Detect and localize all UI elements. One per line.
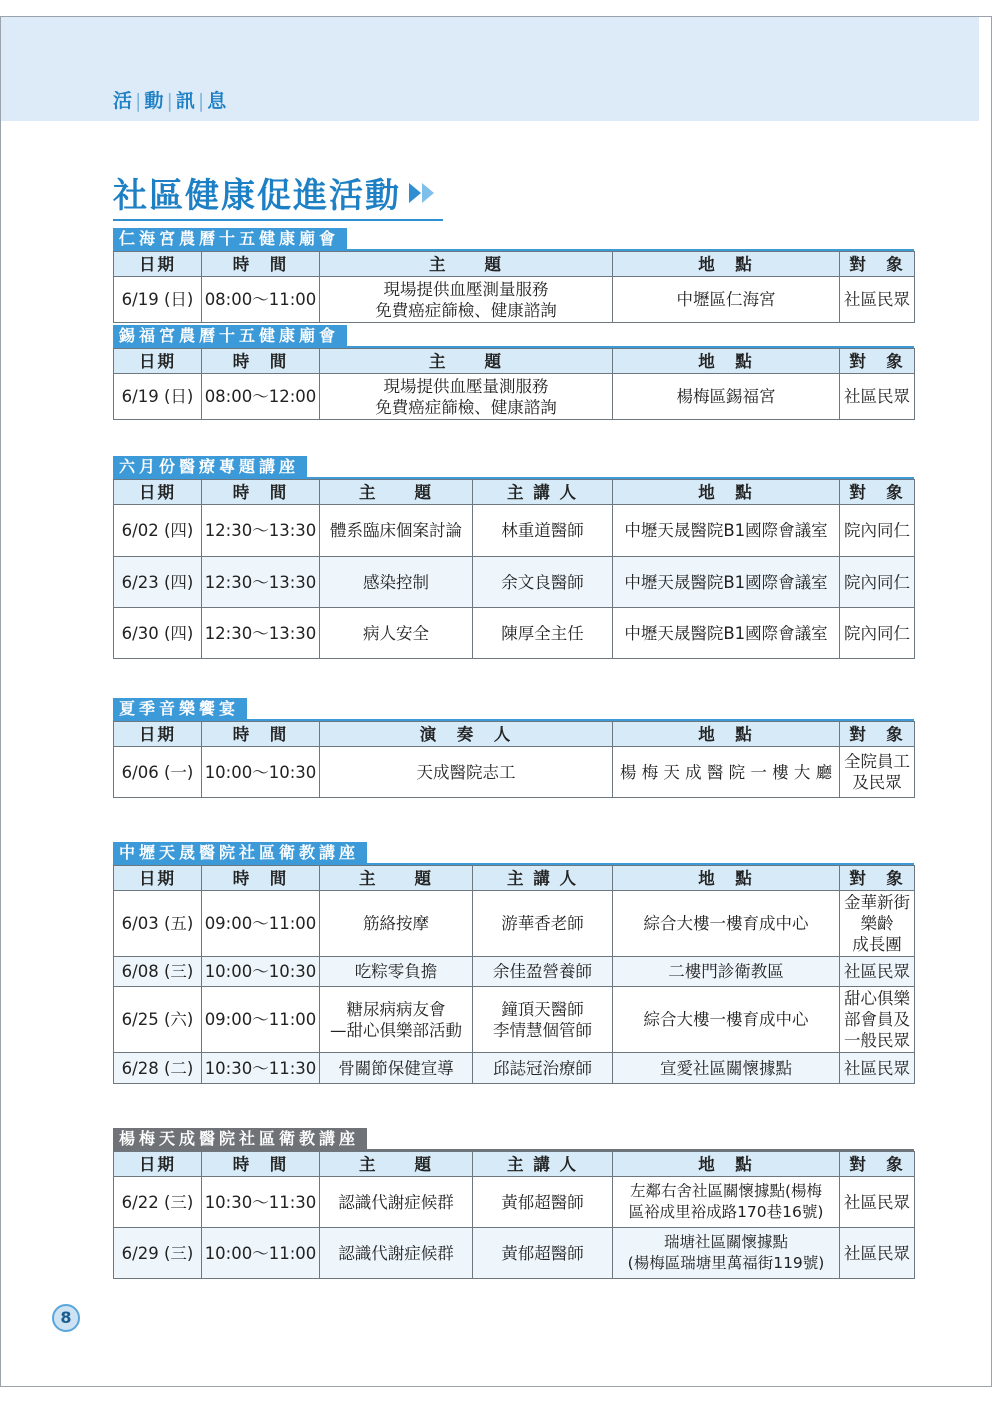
column-header-audience: 對 象: [840, 252, 915, 277]
column-header-topic: 主 題: [320, 866, 473, 891]
cell-topic: 認識代謝症候群: [320, 1177, 473, 1228]
column-header-location: 地 點: [613, 866, 840, 891]
cell-time: 10:30～11:30: [202, 1177, 320, 1228]
section-header-label: [112, 86, 229, 113]
topic-line: 免費癌症篩檢、健康諮詢: [375, 300, 557, 320]
header-char: 動: [144, 90, 166, 112]
cell-audience: [840, 747, 915, 798]
table-row: [114, 957, 915, 987]
cell-topic: [320, 277, 613, 323]
table-row: [114, 1177, 915, 1228]
cell-audience: 院內同仁: [840, 608, 915, 659]
cell-topic: 認識代謝症候群: [320, 1228, 473, 1279]
header-divider: |: [197, 90, 207, 112]
column-header-audience: 對 象: [840, 722, 915, 747]
header-char: 活: [113, 90, 135, 112]
cell-date: 6/23 (四): [114, 557, 202, 608]
topic-line: 現場提供血壓測量服務: [383, 279, 549, 299]
section-tag: 楊梅天成醫院社區衛教講座: [113, 1128, 367, 1150]
cell-audience: 社區民眾: [840, 1053, 915, 1084]
event-table: [113, 721, 915, 798]
cell-date: 6/29 (三): [114, 1228, 202, 1279]
column-header-location: 地 點: [613, 480, 840, 505]
audience-line: 及民眾: [852, 773, 902, 792]
column-header-audience: 對 象: [840, 1152, 915, 1177]
column-header-time: 時 間: [202, 722, 320, 747]
cell-audience: [840, 987, 915, 1053]
topic-line: 糖尿病病友會: [346, 999, 446, 1019]
cell-date: 6/25 (六): [114, 987, 202, 1053]
cell-location: 二樓門診衛教區: [613, 957, 840, 987]
cell-topic: [320, 374, 613, 420]
cell-topic: 體系臨床個案討論: [320, 505, 473, 557]
speaker-line: 鐘頂天醫師: [501, 999, 584, 1019]
location-line: 瑞塘社區關懷據點: [663, 1233, 788, 1251]
column-header-location: 地 點: [613, 349, 840, 374]
event-table: [113, 251, 915, 323]
location-line: (楊梅區瑞塘里萬福街119號): [627, 1254, 825, 1272]
column-header-time: 時 間: [202, 480, 320, 505]
column-header-date: 日期: [114, 866, 202, 891]
column-header-performer: 演 奏 人: [320, 722, 613, 747]
column-header-date: 日期: [114, 349, 202, 374]
location-line: 左鄰右舍社區關懷據點(楊梅: [629, 1182, 823, 1200]
location-line: 區裕成里裕成路170巷16號): [628, 1203, 824, 1221]
cell-speaker: 林重道醫師: [473, 505, 613, 557]
cell-topic: [320, 987, 473, 1053]
cell-topic: 感染控制: [320, 557, 473, 608]
audience-line: 部會員及: [844, 1010, 910, 1029]
column-header-topic: 主 題: [320, 252, 613, 277]
cell-speaker: 陳厚全主任: [473, 608, 613, 659]
column-header-audience: 對 象: [840, 480, 915, 505]
cell-date: 6/30 (四): [114, 608, 202, 659]
section-tag: 仁海宮農曆十五健康廟會: [113, 228, 347, 250]
section-tag: 錫福宮農曆十五健康廟會: [113, 325, 347, 347]
cell-date: 6/08 (三): [114, 957, 202, 987]
cell-time: 12:30～13:30: [202, 505, 320, 557]
event-table: [113, 479, 915, 659]
cell-time: 12:30～13:30: [202, 608, 320, 659]
event-section-zhongli-health-talks: [113, 842, 914, 1084]
cell-time: 09:00～11:00: [202, 891, 320, 957]
table-row: [114, 277, 915, 323]
title-underline: [113, 219, 443, 221]
cell-speaker: 黃郁超醫師: [473, 1228, 613, 1279]
cell-location: 楊梅區錫福宮: [613, 374, 840, 420]
cell-speaker: 邱誌冠治療師: [473, 1053, 613, 1084]
audience-line: 一般民眾: [844, 1031, 910, 1050]
table-row: [114, 557, 915, 608]
page-title: [113, 168, 437, 217]
section-tag: 六月份醫療專題講座: [113, 456, 307, 478]
cell-time: 09:00～11:00: [202, 987, 320, 1053]
cell-audience: 社區民眾: [840, 1177, 915, 1228]
audience-line: 成長團: [852, 935, 902, 954]
audience-line: 樂齡: [860, 914, 894, 933]
cell-topic: 筋絡按摩: [320, 891, 473, 957]
page-number-badge: 8: [52, 1304, 80, 1332]
column-header-speaker: 主 講 人: [473, 866, 613, 891]
column-header-time: 時 間: [202, 1152, 320, 1177]
cell-date: 6/06 (一): [114, 747, 202, 798]
cell-audience: [840, 891, 915, 957]
event-table: [113, 348, 915, 420]
column-header-topic: 主 題: [320, 480, 473, 505]
event-section-medical-lectures: [113, 456, 914, 659]
cell-date: 6/02 (四): [114, 505, 202, 557]
cell-speaker: 余佳盈營養師: [473, 957, 613, 987]
column-header-location: 地 點: [613, 252, 840, 277]
column-header-audience: 對 象: [840, 349, 915, 374]
cell-audience: 社區民眾: [840, 1228, 915, 1279]
table-row: [114, 608, 915, 659]
column-header-time: 時 間: [202, 252, 320, 277]
double-arrow-icon: [407, 181, 437, 205]
header-char: 訊: [175, 90, 197, 112]
header-divider: |: [166, 90, 175, 112]
cell-location: 中壢天晟醫院B1國際會議室: [613, 608, 840, 659]
cell-location: 楊 梅 天 成 醫 院 一 樓 大 廳: [613, 747, 840, 798]
event-table: [113, 865, 915, 1084]
cell-location: [613, 1177, 840, 1228]
column-header-speaker: 主 講 人: [473, 480, 613, 505]
event-section-summer-concert: [113, 698, 914, 798]
cell-time: 10:00～10:30: [202, 747, 320, 798]
event-section-renhai-temple: [113, 228, 914, 323]
cell-time: 10:30～11:30: [202, 1053, 320, 1084]
table-row: [114, 747, 915, 798]
table-row: [114, 1053, 915, 1084]
audience-line: 甜心俱樂: [844, 989, 910, 1008]
section-tag: 夏季音樂饗宴: [113, 698, 247, 720]
column-header-speaker: 主 講 人: [473, 1152, 613, 1177]
table-row: [114, 505, 915, 557]
column-header-topic: 主 題: [320, 1152, 473, 1177]
cell-audience: 院內同仁: [840, 505, 915, 557]
cell-performer: 天成醫院志工: [320, 747, 613, 798]
column-header-time: 時 間: [202, 866, 320, 891]
table-row: [114, 1228, 915, 1279]
speaker-line: 李情慧個管師: [493, 1020, 592, 1040]
cell-time: 10:00～10:30: [202, 957, 320, 987]
page-title-text: 社區健康促進活動: [113, 176, 401, 216]
cell-location: 中壢區仁海宮: [613, 277, 840, 323]
header-char: 息: [207, 90, 229, 112]
cell-date: 6/28 (二): [114, 1053, 202, 1084]
cell-location: 中壢天晟醫院B1國際會議室: [613, 505, 840, 557]
cell-topic: 吃粽零負擔: [320, 957, 473, 987]
audience-line: 金華新街: [844, 893, 910, 912]
cell-speaker: [473, 987, 613, 1053]
column-header-topic: 主 題: [320, 349, 613, 374]
audience-line: 全院員工: [844, 752, 910, 771]
cell-date: 6/19 (日): [114, 277, 202, 323]
column-header-audience: 對 象: [840, 866, 915, 891]
column-header-date: 日期: [114, 252, 202, 277]
cell-location: 中壢天晟醫院B1國際會議室: [613, 557, 840, 608]
cell-audience: 社區民眾: [840, 374, 915, 420]
cell-topic: 骨關節保健宣導: [320, 1053, 473, 1084]
event-section-xifu-temple: [113, 325, 914, 420]
event-table: [113, 1151, 915, 1279]
cell-time: 12:30～13:30: [202, 557, 320, 608]
cell-audience: 社區民眾: [840, 957, 915, 987]
cell-location: [613, 1228, 840, 1279]
table-row: [114, 374, 915, 420]
cell-location: 綜合大樓一樓育成中心: [613, 891, 840, 957]
cell-speaker: 黃郁超醫師: [473, 1177, 613, 1228]
column-header-date: 日期: [114, 480, 202, 505]
table-row: [114, 891, 915, 957]
cell-speaker: 余文良醫師: [473, 557, 613, 608]
cell-audience: 院內同仁: [840, 557, 915, 608]
topic-line: 免費癌症篩檢、健康諮詢: [375, 397, 557, 417]
cell-time: 08:00～11:00: [202, 277, 320, 323]
column-header-date: 日期: [114, 722, 202, 747]
cell-date: 6/22 (三): [114, 1177, 202, 1228]
cell-audience: 社區民眾: [840, 277, 915, 323]
column-header-location: 地 點: [613, 1152, 840, 1177]
column-header-date: 日期: [114, 1152, 202, 1177]
cell-location: 宣愛社區關懷據點: [613, 1053, 840, 1084]
section-tag: 中壢天晟醫院社區衛教講座: [113, 842, 367, 864]
cell-speaker: 游華香老師: [473, 891, 613, 957]
cell-topic: 病人安全: [320, 608, 473, 659]
column-header-time: 時 間: [202, 349, 320, 374]
topic-line: —甜心俱樂部活動: [330, 1020, 462, 1040]
cell-time: 10:00～11:00: [202, 1228, 320, 1279]
event-section-yangmei-health-talks: [113, 1128, 914, 1279]
column-header-location: 地 點: [613, 722, 840, 747]
cell-date: 6/03 (五): [114, 891, 202, 957]
topic-line: 現場提供血壓量測服務: [383, 376, 549, 396]
header-divider: |: [135, 90, 144, 112]
cell-location: 綜合大樓一樓育成中心: [613, 987, 840, 1053]
table-row: [114, 987, 915, 1053]
cell-date: 6/19 (日): [114, 374, 202, 420]
cell-time: 08:00～12:00: [202, 374, 320, 420]
